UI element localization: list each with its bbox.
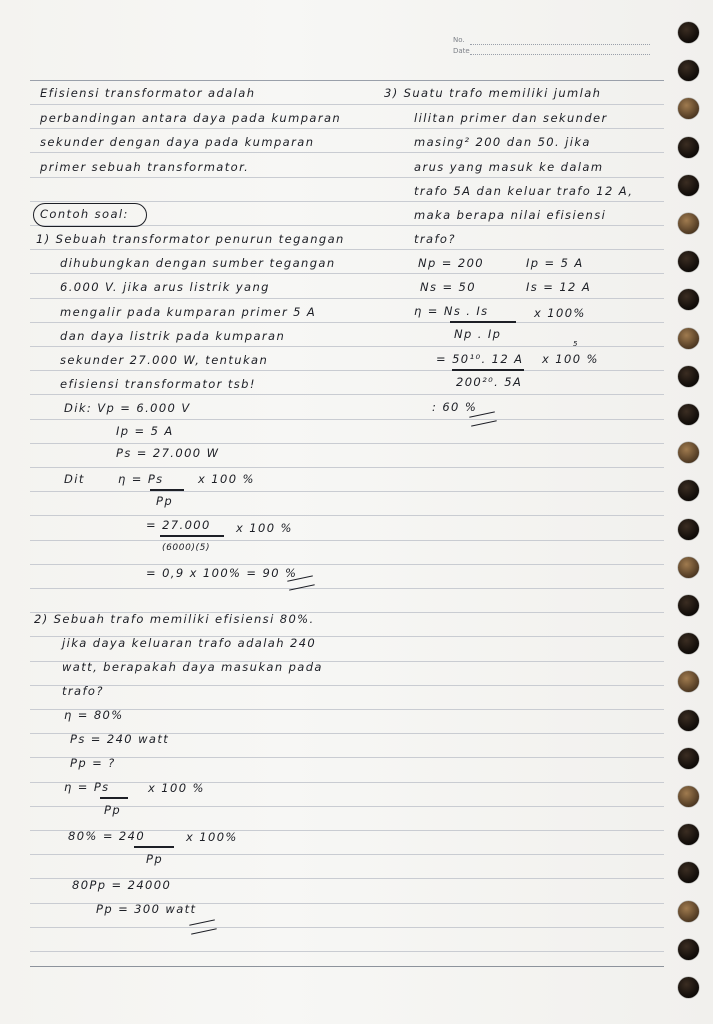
q3-formula-numerator: η = Ns . Is xyxy=(414,304,489,318)
q3-given-ip: Ip = 5 A xyxy=(526,256,584,270)
q2-formula-fraction-bar xyxy=(100,797,128,799)
binder-hole xyxy=(678,442,699,463)
binder-hole xyxy=(678,748,699,769)
contoh-soal-heading: Contoh soal: xyxy=(40,207,129,221)
intro-line-3: sekunder dengan daya pada kumparan xyxy=(40,135,315,149)
q1-line-2: dihubungkan dengan sumber tegangan xyxy=(60,256,336,270)
bottom-rule xyxy=(30,966,664,967)
ruled-line xyxy=(30,346,664,347)
q3-formula-multiplier: x 100% xyxy=(534,306,586,320)
q3-line-4: arus yang masuk ke dalam xyxy=(414,160,604,174)
ruled-line xyxy=(30,249,664,250)
q2-step2: 80Pp = 24000 xyxy=(72,878,172,892)
q2-formula-multiplier: x 100 % xyxy=(148,781,205,795)
ruled-line xyxy=(30,515,664,516)
binder-hole xyxy=(678,671,699,692)
ruled-line xyxy=(30,540,664,541)
q2-line-2: jika daya keluaran trafo adalah 240 xyxy=(62,636,317,650)
q1-formula-multiplier: x 100 % xyxy=(198,472,255,486)
q3-line-2: lilitan primer dan sekunder xyxy=(414,111,608,125)
q1-given-ps: Ps = 27.000 W xyxy=(116,446,220,460)
q3-line-5: trafo 5A dan keluar trafo 12 A, xyxy=(414,184,634,198)
binder-hole xyxy=(678,862,699,883)
q3-given-ns: Ns = 50 xyxy=(420,280,476,294)
ruled-line xyxy=(30,298,664,299)
binder-hole xyxy=(678,824,699,845)
q1-result: = 0,9 x 100% = 90 % xyxy=(146,566,298,580)
q2-line-4: trafo? xyxy=(62,684,104,698)
binder-hole xyxy=(678,213,699,234)
q3-step-numerator: = 50¹⁰. 12 A xyxy=(436,352,524,366)
q2-step-denominator: Pp xyxy=(146,852,164,866)
q3-step-multiplier: x 100 % xyxy=(542,352,599,366)
ruled-line xyxy=(30,394,664,395)
ruled-line xyxy=(30,201,664,202)
no-label: No. xyxy=(453,36,465,44)
q3-given-np: Np = 200 xyxy=(418,256,484,270)
date-label: Date xyxy=(453,47,470,55)
q2-given-pp: Pp = ? xyxy=(70,756,116,770)
q2-given-ps: Ps = 240 watt xyxy=(70,732,170,746)
q1-formula-fraction-bar xyxy=(150,489,184,491)
binder-hole xyxy=(678,595,699,616)
q3-line-7: trafo? xyxy=(414,232,456,246)
ruled-line xyxy=(30,806,664,807)
q1-line-4: mengalir pada kumparan primer 5 A xyxy=(60,305,317,319)
date-line xyxy=(470,54,650,55)
q1-formula-denominator: Pp xyxy=(156,494,174,508)
binder-hole xyxy=(678,366,699,387)
q2-line-3: watt, berapakah daya masukan pada xyxy=(62,660,323,674)
ruled-line xyxy=(30,467,664,468)
binder-hole xyxy=(678,557,699,578)
no-line xyxy=(470,44,650,45)
ruled-line xyxy=(30,177,664,178)
q2-formula-numerator: η = Ps xyxy=(64,780,110,794)
q2-formula-denominator: Pp xyxy=(104,803,122,817)
q1-step1-numerator: = 27.000 xyxy=(146,518,211,532)
binder-hole xyxy=(678,977,699,998)
q3-line-6: maka berapa nilai efisiensi xyxy=(414,208,607,222)
q2-result: Pp = 300 watt xyxy=(96,902,197,916)
binder-hole xyxy=(678,901,699,922)
q3-line-3: masing² 200 dan 50. jika xyxy=(414,135,591,149)
q2-step-multiplier: x 100% xyxy=(186,830,238,844)
top-rule xyxy=(30,80,664,81)
q1-line-5: dan daya listrik pada kumparan xyxy=(60,329,286,343)
q3-given-is: Is = 12 A xyxy=(526,280,592,294)
q1-given-ip: Ip = 5 A xyxy=(116,424,174,438)
ruled-line xyxy=(30,322,664,323)
binder-hole xyxy=(678,289,699,310)
intro-line-2: perbandingan antara daya pada kumparan xyxy=(40,111,342,125)
q2-step-fraction-bar xyxy=(134,846,174,848)
q1-line-3: 6.000 V. jika arus listrik yang xyxy=(60,280,270,294)
ruled-line xyxy=(30,564,664,565)
ruled-line xyxy=(30,152,664,153)
binder-hole xyxy=(678,786,699,807)
ruled-line xyxy=(30,419,664,420)
q3-result: : 60 % xyxy=(432,400,478,414)
q3-step-fraction-bar xyxy=(452,369,524,371)
q3-step-denominator: 200²⁰. 5A xyxy=(456,375,523,389)
binder-hole xyxy=(678,328,699,349)
ruled-line xyxy=(30,951,664,952)
ruled-line xyxy=(30,128,664,129)
binder-hole xyxy=(678,404,699,425)
q1-step1-multiplier: x 100 % xyxy=(236,521,293,535)
binder-hole xyxy=(678,98,699,119)
q2-step-numerator: 80% = 240 xyxy=(68,829,146,843)
intro-line-4: primer sebuah transformator. xyxy=(40,160,250,174)
q1-given-vp: Dik: Vp = 6.000 V xyxy=(64,401,191,415)
q1-dit-label: Dit xyxy=(64,472,85,486)
binder-hole xyxy=(678,137,699,158)
ruled-line xyxy=(30,782,664,783)
ruled-line xyxy=(30,273,664,274)
ruled-line xyxy=(30,104,664,105)
ruled-line xyxy=(30,685,664,686)
q3-line-1: 3) Suatu trafo memiliki jumlah xyxy=(384,86,602,100)
q1-line-6: sekunder 27.000 W, tentukan xyxy=(60,353,269,367)
ruled-line xyxy=(30,370,664,371)
q1-line-7: efisiensi transformator tsb! xyxy=(60,377,256,391)
ruled-line xyxy=(30,709,664,710)
ruled-line xyxy=(30,854,664,855)
binder-hole xyxy=(678,710,699,731)
binder-hole xyxy=(678,175,699,196)
q1-step1-denominator: (6000)(5) xyxy=(162,543,211,553)
binder-hole xyxy=(678,480,699,501)
q1-formula-numerator: η = Ps xyxy=(118,472,164,486)
q3-step-superscript: 5 xyxy=(573,340,579,348)
ruled-line xyxy=(30,757,664,758)
q2-line-1: 2) Sebuah trafo memiliki efisiensi 80%. xyxy=(34,612,315,626)
q3-formula-fraction-bar xyxy=(450,321,516,323)
ruled-line xyxy=(30,443,664,444)
q2-result-underline xyxy=(189,919,217,934)
ruled-line xyxy=(30,927,664,928)
q1-step1-fraction-bar xyxy=(160,535,224,537)
binder-hole xyxy=(678,633,699,654)
q2-given-eta: η = 80% xyxy=(64,708,124,722)
ruled-line xyxy=(30,491,664,492)
q3-formula-denominator: Np . Ip xyxy=(454,327,502,341)
binder-hole xyxy=(678,251,699,272)
binder-hole xyxy=(678,939,699,960)
intro-line-1: Efisiensi transformator adalah xyxy=(40,86,256,100)
binder-hole xyxy=(678,519,699,540)
ruled-line xyxy=(30,588,664,589)
binder-hole xyxy=(678,60,699,81)
binder-hole xyxy=(678,22,699,43)
q1-line-1: 1) Sebuah transformator penurun tegangan xyxy=(36,232,345,246)
